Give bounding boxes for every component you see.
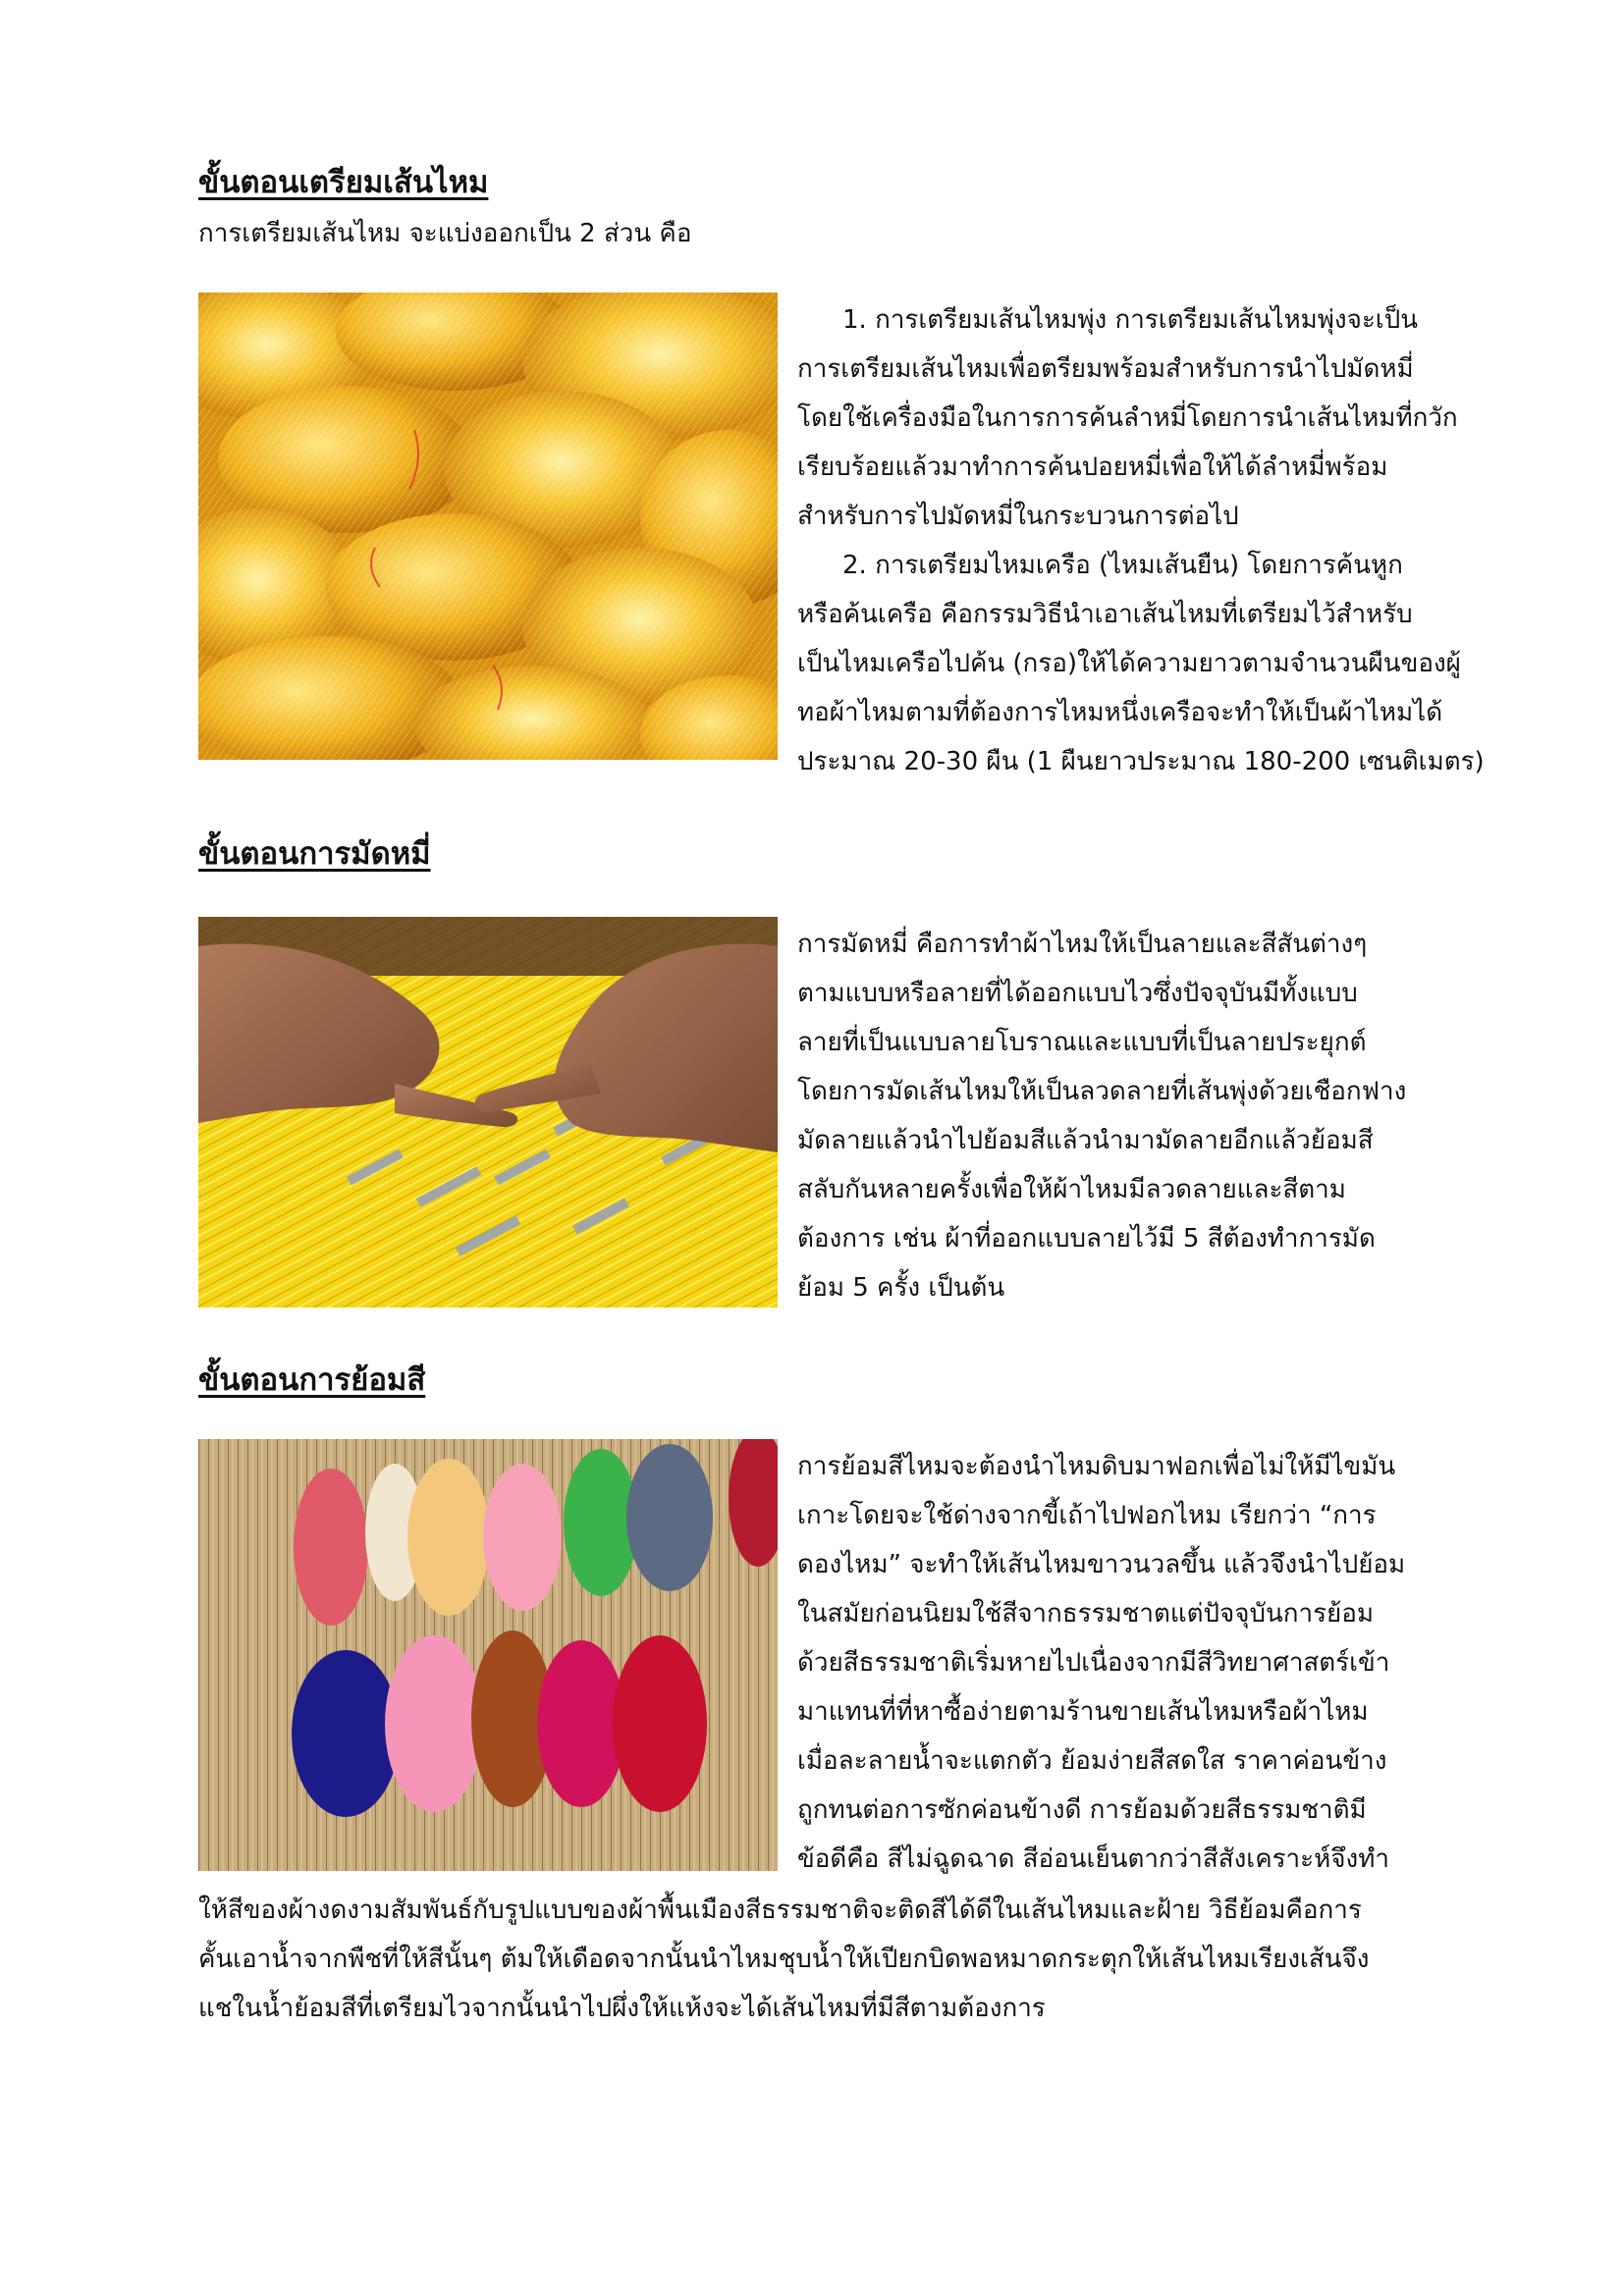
- section-heading-mudmee: ขั้นตอนการมัดหมี่: [198, 836, 431, 872]
- text-line: 2. การเตรียมไหมเครือ (ไหมเส้นยืน) โดยการค้นหูก: [842, 551, 1403, 580]
- text-line: ทอผ้าไหมตามที่ต้องการไหมหนึ่งเครือจะทำให้เป็นผ้าไหมได้: [797, 698, 1443, 727]
- text-line-full: แชในน้ำย้อมสีที่เตรียมไวจากนั้นนำไปผึ่งให้แห้งจะได้เส้นไหมที่มีสีตามต้องการ: [198, 1994, 1046, 2023]
- text-line: เรียบร้อยแล้วมาทำการค้นปอยหมี่เพื่อให้ได้ลำหมี่พร้อม: [797, 453, 1388, 482]
- text-line: การเตรียมเส้นไหมเพื่อตรียมพร้อมสำหรับการนำไปมัดหมี่: [797, 354, 1414, 384]
- text-line-full: ให้สีของผ้างดงามสัมพันธ์กับรูปแบบของผ้าพื้นเมืองสีธรรมชาติจะติดสีได้ดีในเส้นไหมและฝ้าย วิธีย้อมคือการ: [198, 1896, 1362, 1925]
- text-line: สลับกันหลายครั้งเพื่อให้ผ้าไหมมีลวดลายและสีตาม: [797, 1175, 1346, 1204]
- text-line: ลายที่เป็นแบบลายโบราณและแบบที่เป็นลายประยุกต์: [797, 1028, 1367, 1057]
- text-line: การย้อมสีไหมจะต้องนำไหมดิบมาฟอกเพื่อไม่ให้มีไขมัน: [797, 1452, 1396, 1481]
- text-line-full: คั้นเอาน้ำจากพืชที่ให้สีนั้นๆ ต้มให้เดือดจากนั้นนำไหมชุบน้ำให้เปียกบิดพอหมาดกระตุกให้เส้นไหมเรียงเส้นจึง: [198, 1945, 1370, 1974]
- text-line: ประมาณ 20-30 ผืน (1 ผืนยาวประมาณ 180-200 เซนติเมตร): [797, 747, 1485, 776]
- text-line: โดยใช้เครื่องมือในการการค้นลำหมี่โดยการนำเส้นไหมที่กวัก: [797, 403, 1458, 433]
- photo-dyed-silk-skeins: [198, 1439, 778, 1871]
- text-line: หรือค้นเครือ คือกรรมวิธีนำเอาเส้นไหมที่เตรียมไว้สำหรับ: [797, 600, 1413, 629]
- text-line: เป็นไหมเครือไปค้น (กรอ)ให้ได้ความยาวตามจำนวนผืนของผู้: [797, 649, 1461, 678]
- text-line: 1. การเตรียมเส้นไหมพุ่ง การเตรียมเส้นไหมพุ่งจะเป็น: [842, 305, 1418, 335]
- text-line: มาแทนที่ที่หาซื้อง่ายตามร้านขายเส้นไหมหรือผ้าไหม: [797, 1697, 1369, 1727]
- text-line: ต้องการ เช่น ผ้าที่ออกแบบลายไว้มี 5 สีต้องทำการมัด: [797, 1224, 1376, 1254]
- photo-hands-tying-silk: [198, 917, 778, 1308]
- photo-yellow-silk-skeins: [198, 293, 778, 760]
- text-line: ในสมัยก่อนนิยมใช้สีจากธรรมชาตแต่ปัจจุบันการย้อม: [797, 1599, 1375, 1629]
- text-line: ด้วยสีธรรมชาติเริ่มหายไปเนื่องจากมีสีวิทยาศาสตร์เข้า: [797, 1648, 1390, 1678]
- text-line: โดยการมัดเส้นไหมให้เป็นลวดลายที่เส้นพุ่งด้วยเชือกฟาง: [797, 1077, 1407, 1106]
- text-line: ย้อม 5 ครั้ง เป็นต้น: [797, 1273, 1005, 1303]
- text-line: ข้อดีคือ สีไม่ฉูดฉาด สีอ่อนเย็นตากว่าสีสังเคราะห์จึงทำ: [797, 1844, 1389, 1874]
- section-intro: การเตรียมเส้นไหม จะแบ่งออกเป็น 2 ส่วน คือ: [198, 219, 692, 248]
- text-line: มัดลายแล้วนำไปย้อมสีแล้วนำมามัดลายอีกแล้วย้อมสี: [797, 1126, 1374, 1155]
- text-line: ตามแบบหรือลายที่ได้ออกแบบไวซึ่งปัจจุบันมีทั้งแบบ: [797, 979, 1358, 1008]
- section-heading-prepare-silk: ขั้นตอนเตรียมเส้นไหม: [198, 165, 489, 200]
- text-line: การมัดหมี่ คือการทำผ้าไหมให้เป็นลายและสีสันต่างๆ: [797, 930, 1368, 959]
- text-line: เกาะโดยจะใช้ด่างจากขี้เถ้าไปฟอกไหม เรียกว่า “การ: [797, 1501, 1377, 1530]
- text-line: เมื่อละลายน้ำจะแตกตัว ย้อมง่ายสีสดใส ราคาค่อนข้าง: [797, 1746, 1387, 1776]
- section-heading-dyeing: ขั้นตอนการย้อมสี: [198, 1362, 426, 1398]
- text-line: ดองไหม” จะทำให้เส้นไหมขาวนวลขึ้น แล้วจึงนำไปย้อม: [797, 1550, 1406, 1579]
- text-line: สำหรับการไปมัดหมี่ในกระบวนการต่อไป: [797, 502, 1239, 531]
- text-line: ถูกทนต่อการซักค่อนข้างดี การย้อมด้วยสีธรรมชาติมี: [797, 1795, 1367, 1825]
